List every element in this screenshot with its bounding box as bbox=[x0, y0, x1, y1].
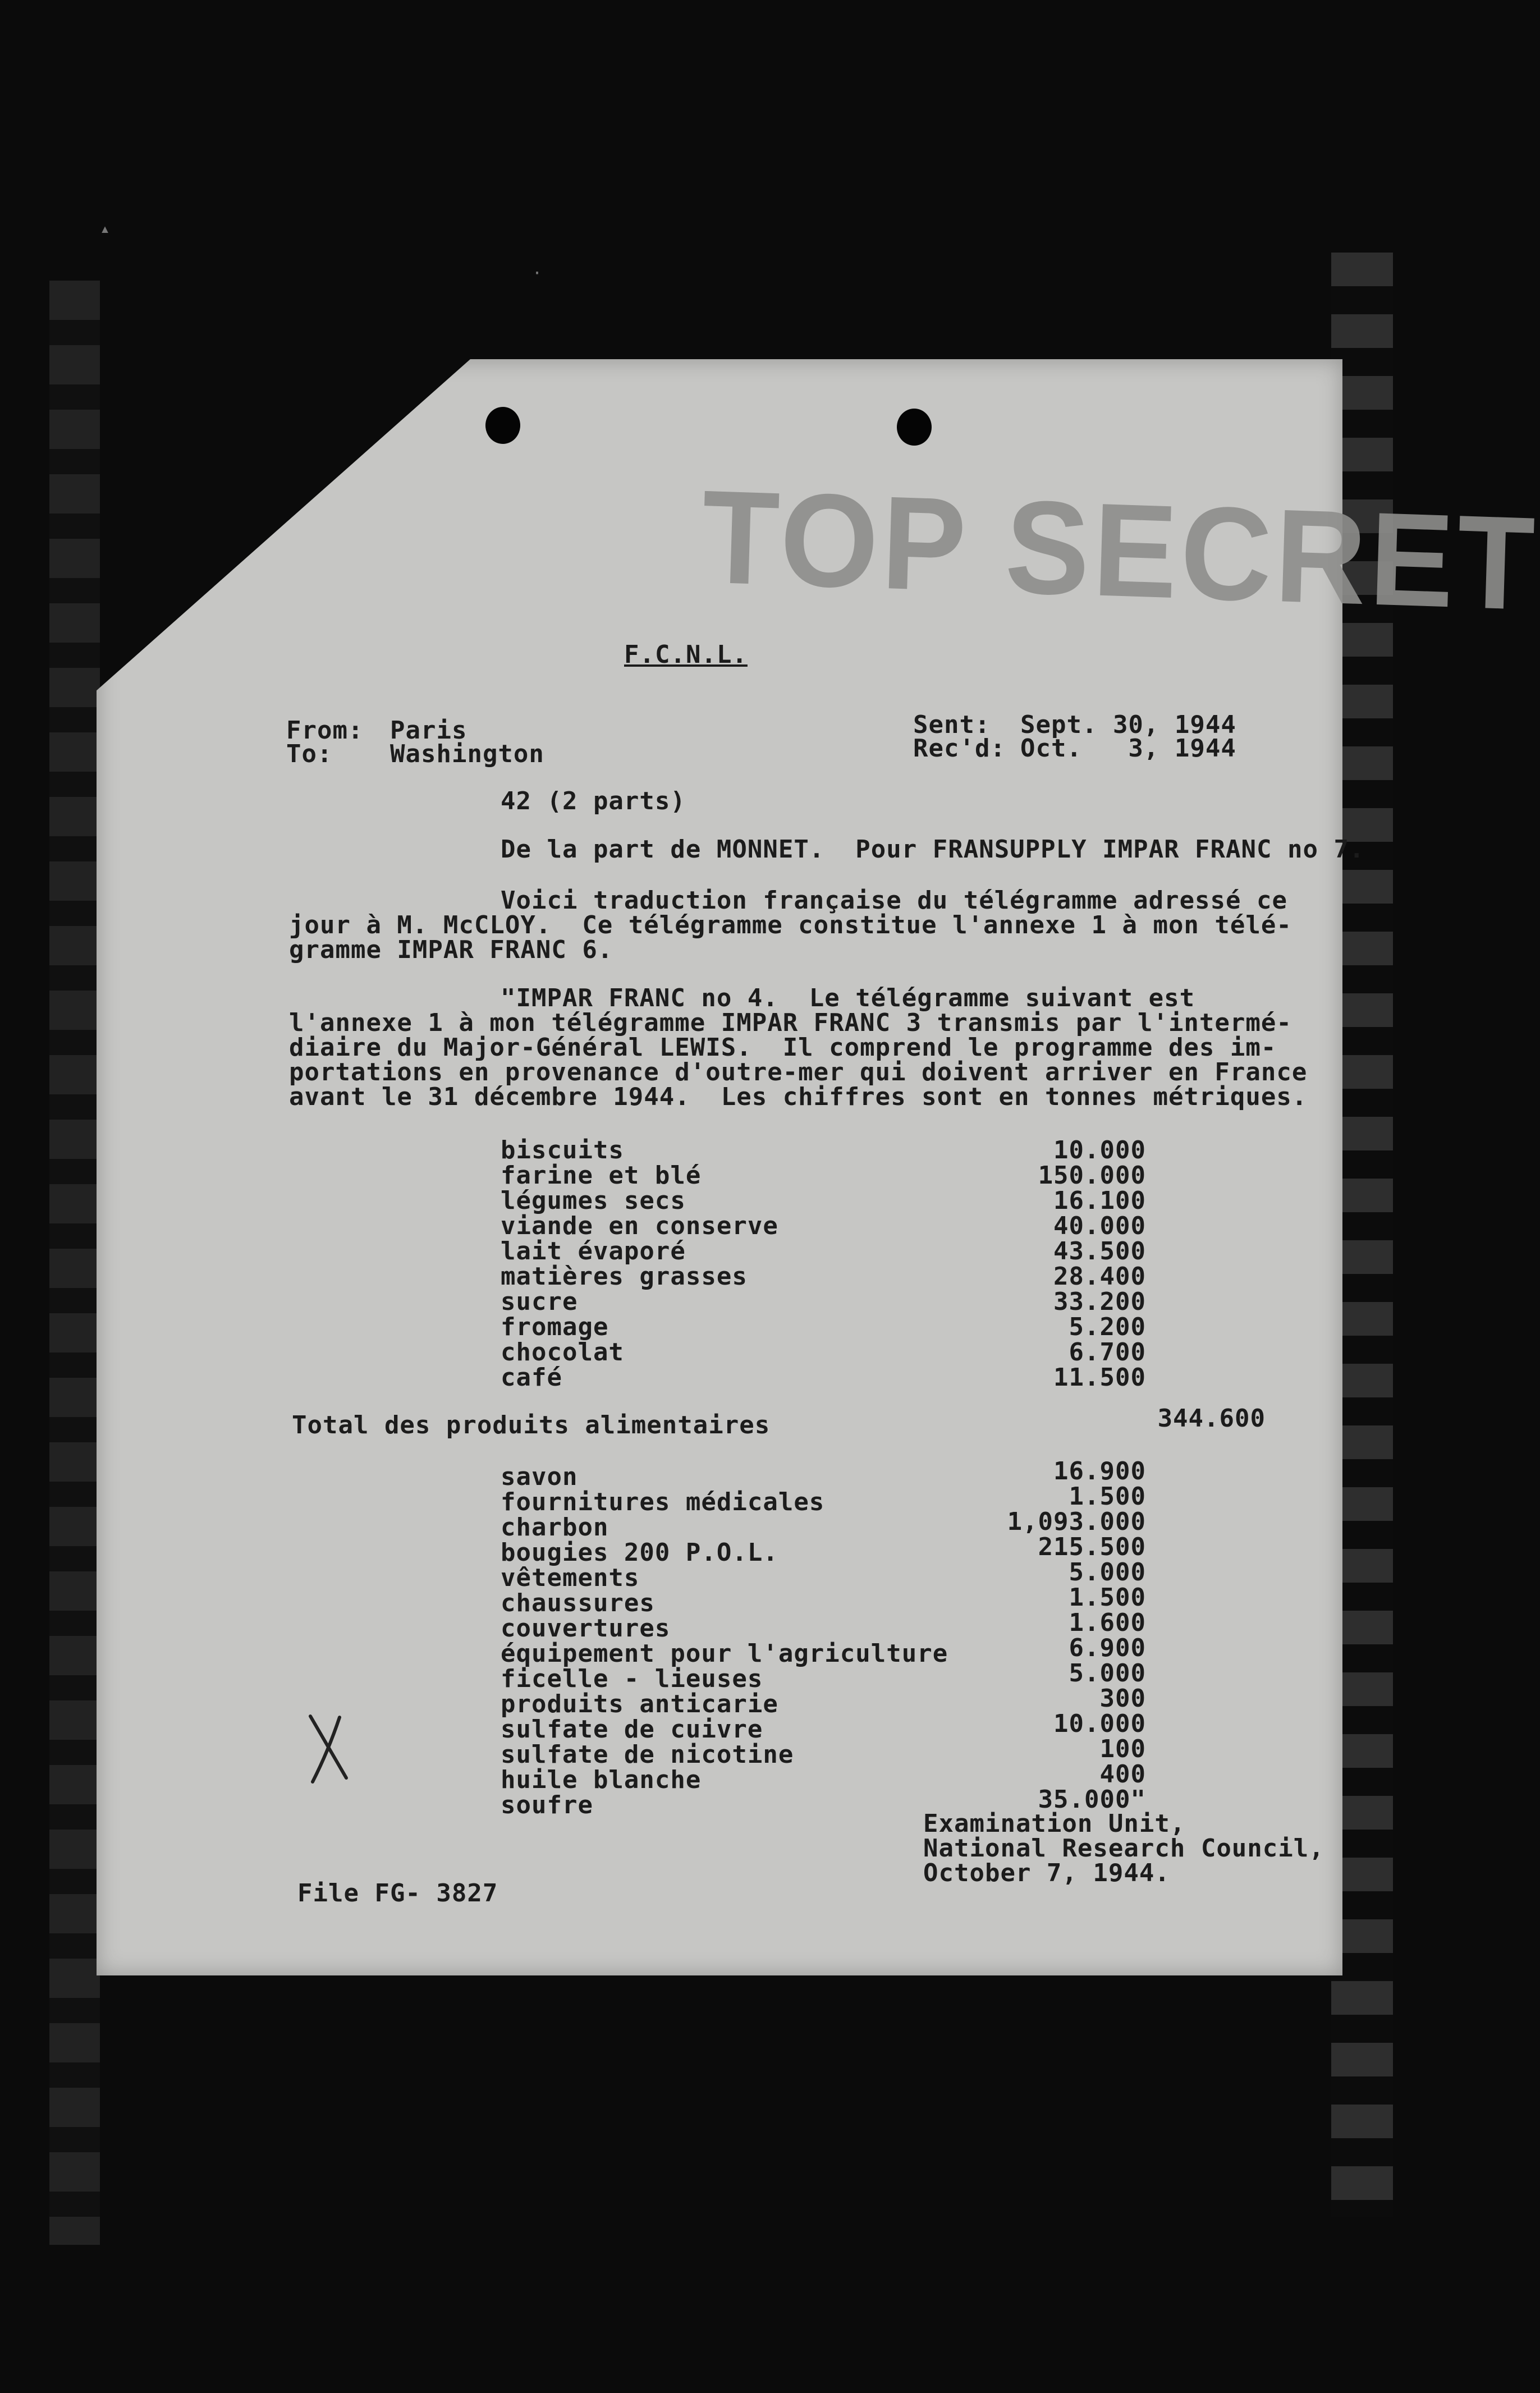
item-name: biscuits bbox=[501, 1136, 624, 1165]
item-quantity: 5.200 bbox=[1069, 1313, 1146, 1341]
top-secret-stamp: TOP SECRET bbox=[699, 462, 1540, 638]
item-quantity: 300 bbox=[1099, 1684, 1146, 1713]
item-name: ficelle - lieuses bbox=[501, 1665, 763, 1693]
speck-mark: · bbox=[532, 264, 543, 283]
item-name: légumes secs bbox=[501, 1186, 686, 1215]
item-quantity: 1.600 bbox=[1069, 1608, 1146, 1637]
punch-hole bbox=[897, 409, 932, 446]
to-label: To: bbox=[286, 740, 333, 768]
item-quantity: 16.900 bbox=[1053, 1457, 1146, 1486]
item-name: chocolat bbox=[501, 1338, 624, 1367]
item-quantity: 11.500 bbox=[1053, 1363, 1146, 1392]
item-quantity: 10.000 bbox=[1053, 1136, 1146, 1165]
from-value: Paris bbox=[390, 716, 467, 745]
message-line: De la part de MONNET. Pour FRANSUPPLY IMPAR FRANC no 7. bbox=[501, 835, 1365, 864]
punch-hole bbox=[485, 407, 520, 444]
paragraph-line: avant le 31 décembre 1944. Les chiffres sont en tonnes métriques. bbox=[289, 1083, 1308, 1111]
item-name: vêtements bbox=[501, 1564, 640, 1592]
item-quantity: 6.700 bbox=[1069, 1338, 1146, 1367]
handwritten-x-mark bbox=[306, 1712, 356, 1785]
message-reference: 42 (2 parts) bbox=[501, 787, 686, 815]
item-name: farine et blé bbox=[501, 1161, 702, 1190]
item-name: viande en conserve bbox=[501, 1212, 778, 1240]
item-name: huile blanche bbox=[501, 1766, 702, 1794]
item-quantity: 1.500 bbox=[1069, 1482, 1146, 1511]
item-name: savon bbox=[501, 1463, 578, 1491]
agency-heading: F.C.N.L. bbox=[624, 640, 748, 669]
paragraph-line: l'annexe 1 à mon télégramme IMPAR FRANC 3 transmis par l'intermé- bbox=[289, 1008, 1292, 1037]
item-name: charbon bbox=[501, 1513, 609, 1542]
item-name: soufre bbox=[501, 1791, 593, 1819]
item-name: lait évaporé bbox=[501, 1237, 686, 1266]
item-quantity: 150.000 bbox=[1038, 1161, 1146, 1190]
item-quantity: 16.100 bbox=[1053, 1186, 1146, 1215]
item-quantity: 1.500 bbox=[1069, 1583, 1146, 1612]
food-total-label: Total des produits alimentaires bbox=[292, 1411, 771, 1440]
item-quantity: 28.400 bbox=[1053, 1262, 1146, 1291]
item-quantity: 400 bbox=[1099, 1760, 1146, 1789]
film-strip-left bbox=[49, 281, 100, 2245]
examination-unit-line: October 7, 1944. bbox=[923, 1859, 1170, 1887]
item-name: sulfate de cuivre bbox=[501, 1715, 763, 1744]
speck-mark: ▴ bbox=[100, 219, 111, 239]
item-name: chaussures bbox=[501, 1589, 655, 1617]
item-name: sucre bbox=[501, 1287, 578, 1316]
item-quantity: 33.200 bbox=[1053, 1287, 1146, 1316]
item-name: bougies 200 P.O.L. bbox=[501, 1538, 778, 1567]
file-number: File FG- 3827 bbox=[297, 1879, 498, 1908]
item-quantity: 100 bbox=[1099, 1735, 1146, 1763]
examination-unit-line: National Research Council, bbox=[923, 1834, 1324, 1863]
item-quantity: 5.000 bbox=[1069, 1659, 1146, 1688]
paragraph-line: "IMPAR FRANC no 4. Le télégramme suivant est bbox=[501, 984, 1195, 1012]
sent-value: Sept. 30, 1944 bbox=[1020, 710, 1236, 739]
food-total-value: 344.600 bbox=[1157, 1404, 1266, 1433]
item-name: sulfate de nicotine bbox=[501, 1740, 794, 1769]
paragraph-line: Voici traduction française du télégramme adressé ce bbox=[501, 886, 1288, 915]
paragraph-line: portations en provenance d'outre-mer qui doivent arriver en France bbox=[289, 1058, 1308, 1087]
to-value: Washington bbox=[390, 740, 544, 768]
item-name: fromage bbox=[501, 1313, 609, 1341]
sent-label: Sent: bbox=[913, 710, 991, 739]
paragraph-line: jour à M. McCLOY. Ce télégramme constitue l'annexe 1 à mon télé- bbox=[289, 911, 1292, 939]
item-quantity: 215.500 bbox=[1038, 1533, 1146, 1561]
item-quantity: 40.000 bbox=[1053, 1212, 1146, 1240]
examination-unit-line: Examination Unit, bbox=[923, 1809, 1186, 1838]
item-quantity: 43.500 bbox=[1053, 1237, 1146, 1266]
item-quantity: 10.000 bbox=[1053, 1709, 1146, 1738]
received-label: Rec'd: bbox=[913, 734, 1006, 763]
item-name: matières grasses bbox=[501, 1262, 748, 1291]
item-name: café bbox=[501, 1363, 562, 1392]
item-quantity: 35.000" bbox=[1038, 1785, 1146, 1814]
item-quantity: 1,093.000 bbox=[1007, 1507, 1146, 1536]
paragraph-line: diaire du Major-Général LEWIS. Il comprend le programme des im- bbox=[289, 1033, 1277, 1062]
item-quantity: 5.000 bbox=[1069, 1558, 1146, 1587]
item-quantity: 6.900 bbox=[1069, 1634, 1146, 1662]
item-name: produits anticarie bbox=[501, 1690, 778, 1718]
paragraph-line: gramme IMPAR FRANC 6. bbox=[289, 936, 613, 964]
received-value: Oct. 3, 1944 bbox=[1020, 734, 1236, 763]
item-name: couvertures bbox=[501, 1614, 671, 1643]
from-label: From: bbox=[286, 716, 364, 745]
item-name: fournitures médicales bbox=[501, 1488, 825, 1516]
item-name: équipement pour l'agriculture bbox=[501, 1639, 948, 1668]
